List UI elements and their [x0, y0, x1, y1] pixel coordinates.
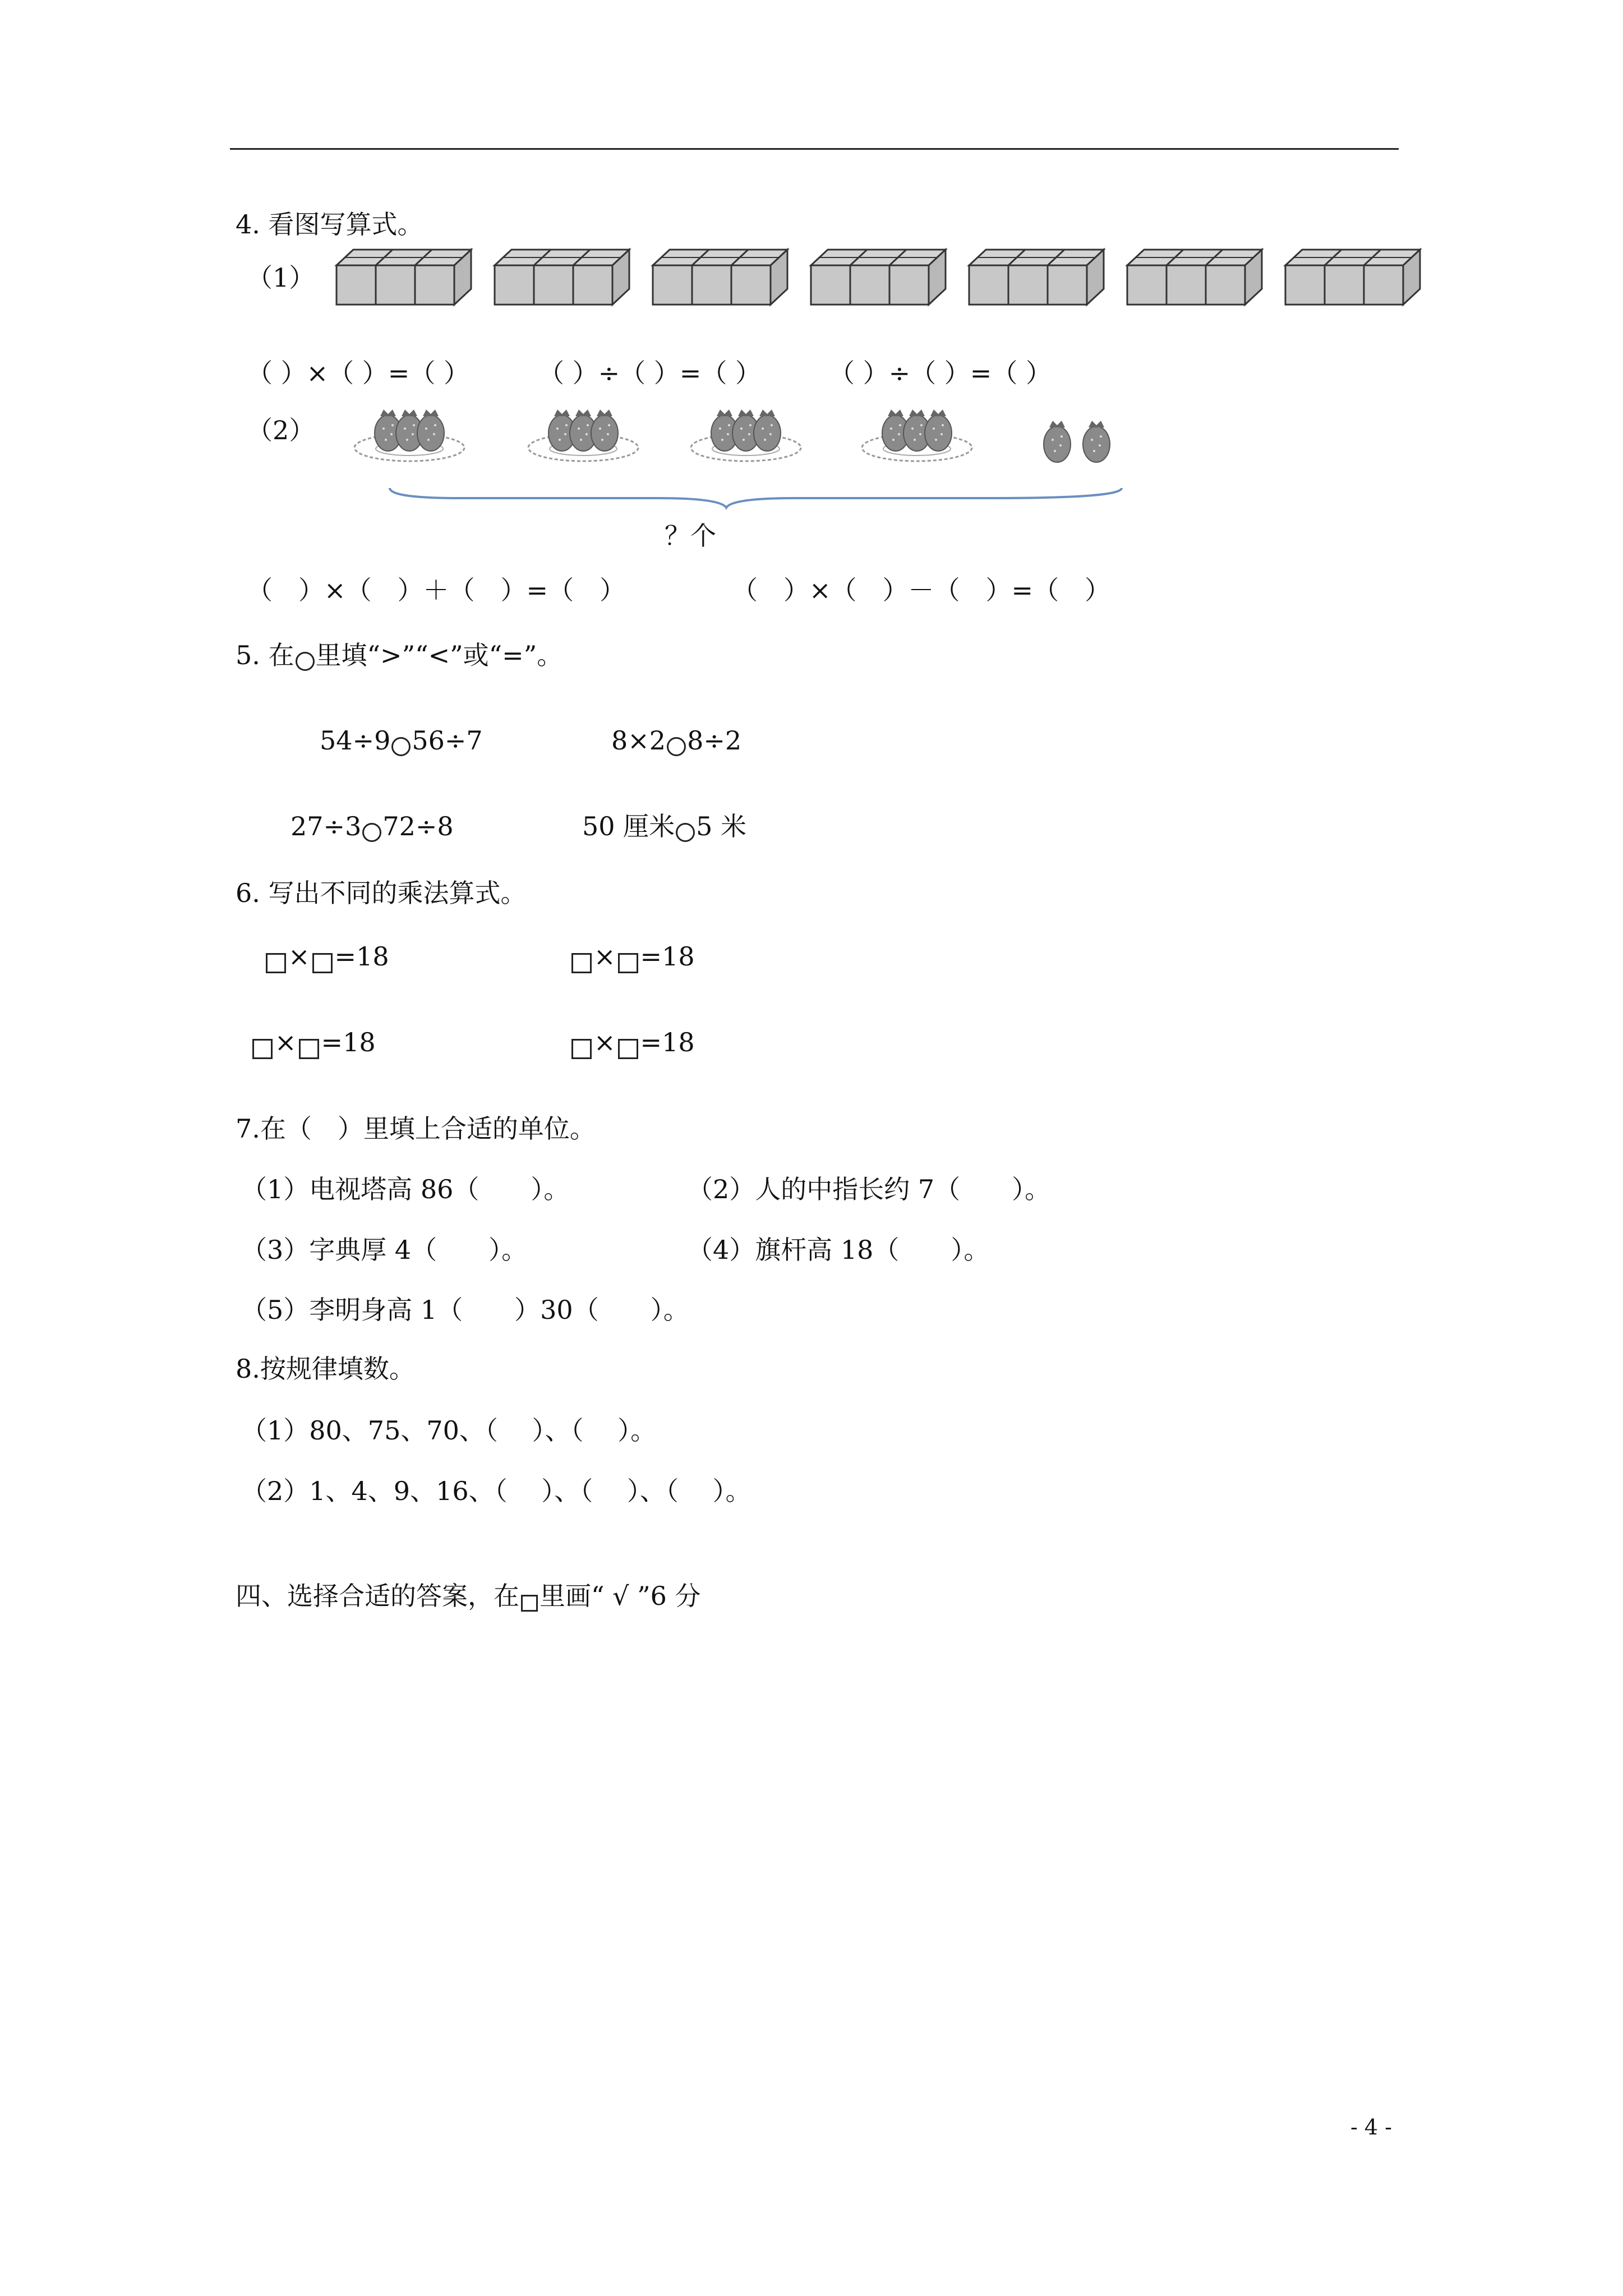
cube-group [811, 250, 946, 305]
brace [390, 488, 1122, 508]
loose-strawberry [1044, 421, 1071, 462]
cube-group [969, 250, 1104, 305]
answer-box[interactable] [618, 1039, 638, 1059]
q4-part1-label: （1） [247, 263, 315, 293]
plate-with-strawberries [354, 409, 464, 461]
cube-group [653, 250, 787, 305]
q6-item: × =18 [250, 1025, 376, 1059]
q7-item: （4）旗杆高 18（ ）。 [687, 1235, 990, 1265]
q4-formula-3: （ ）÷（ ）=（ ） [829, 358, 1052, 388]
answer-circle[interactable] [676, 823, 695, 842]
plate-with-strawberries [862, 409, 972, 461]
q8-item: （2）1、4、9、16、（ ）、（ ）、（ ）。 [241, 1476, 751, 1506]
q5-item: 50 厘米 5 米 [582, 811, 747, 841]
q5-item: 8×2 8÷2 [611, 725, 742, 756]
q5-item: 27÷3 72÷8 [291, 811, 454, 841]
answer-box[interactable] [266, 953, 286, 973]
cube-group [1285, 250, 1420, 305]
q4-part2-label: （2） [247, 415, 315, 445]
answer-box[interactable] [571, 1039, 592, 1059]
checkbox-square [521, 1595, 538, 1612]
cube-groups-figure [334, 247, 1455, 325]
page-number: - 4 - [1350, 2115, 1393, 2139]
q7-item: （1）电视塔高 86（ ）。 [241, 1174, 570, 1204]
section4-heading: 四、选择合适的答案，在 里画“ √ ”6 分 [236, 1581, 701, 1611]
q5-title: 5. 在 里填“>”“<”或“=”。 [236, 640, 563, 670]
q4-formula-4: （ ）×（ ）＋（ ）=（ ） [247, 575, 626, 605]
q4-formula-2: （ ）÷（ ）=（ ） [538, 358, 761, 388]
answer-circle[interactable] [362, 823, 381, 842]
q4-formula-5: （ ）×（ ）－（ ）=（ ） [732, 575, 1111, 605]
strawberry-figure [348, 404, 1144, 516]
q7-item: （5）李明身高 1（ ）30（ ）。 [241, 1295, 689, 1325]
loose-strawberry [1083, 421, 1110, 462]
q6-item: × =18 [569, 1025, 695, 1059]
q4-title: 4. 看图写算式。 [236, 209, 423, 240]
cube-group [1127, 250, 1262, 305]
answer-box[interactable] [252, 1039, 273, 1059]
answer-box[interactable] [299, 1039, 319, 1059]
q4-formula-1: （ ）×（ ）=（ ） [247, 358, 469, 388]
q5-item: 54÷9 56÷7 [320, 725, 483, 756]
q7-title: 7.在（ ）里填上合适的单位。 [236, 1114, 596, 1144]
cube-group [495, 250, 629, 305]
q7-item: （2）人的中指长约 7（ ）。 [687, 1174, 1051, 1204]
q4-brace-label: ？个 [665, 521, 716, 551]
answer-circle[interactable] [667, 737, 686, 756]
q8-item: （1）80、75、70、（ ）、（ ）。 [241, 1415, 657, 1446]
plate-with-strawberries [691, 409, 801, 461]
q6-title: 6. 写出不同的乘法算式。 [236, 878, 527, 908]
answer-box[interactable] [618, 953, 638, 973]
answer-circle[interactable] [391, 737, 411, 756]
cube-group [336, 250, 471, 305]
q7-item: （3）字典厚 4（ ）。 [241, 1235, 528, 1265]
compare-circle [296, 652, 315, 671]
plate-with-strawberries [528, 409, 638, 461]
q6-item: × =18 [264, 940, 389, 973]
answer-box[interactable] [312, 953, 333, 973]
answer-box[interactable] [571, 953, 592, 973]
header-rule [230, 148, 1399, 150]
q8-title: 8.按规律填数。 [236, 1354, 415, 1384]
q6-item: × =18 [569, 940, 695, 973]
